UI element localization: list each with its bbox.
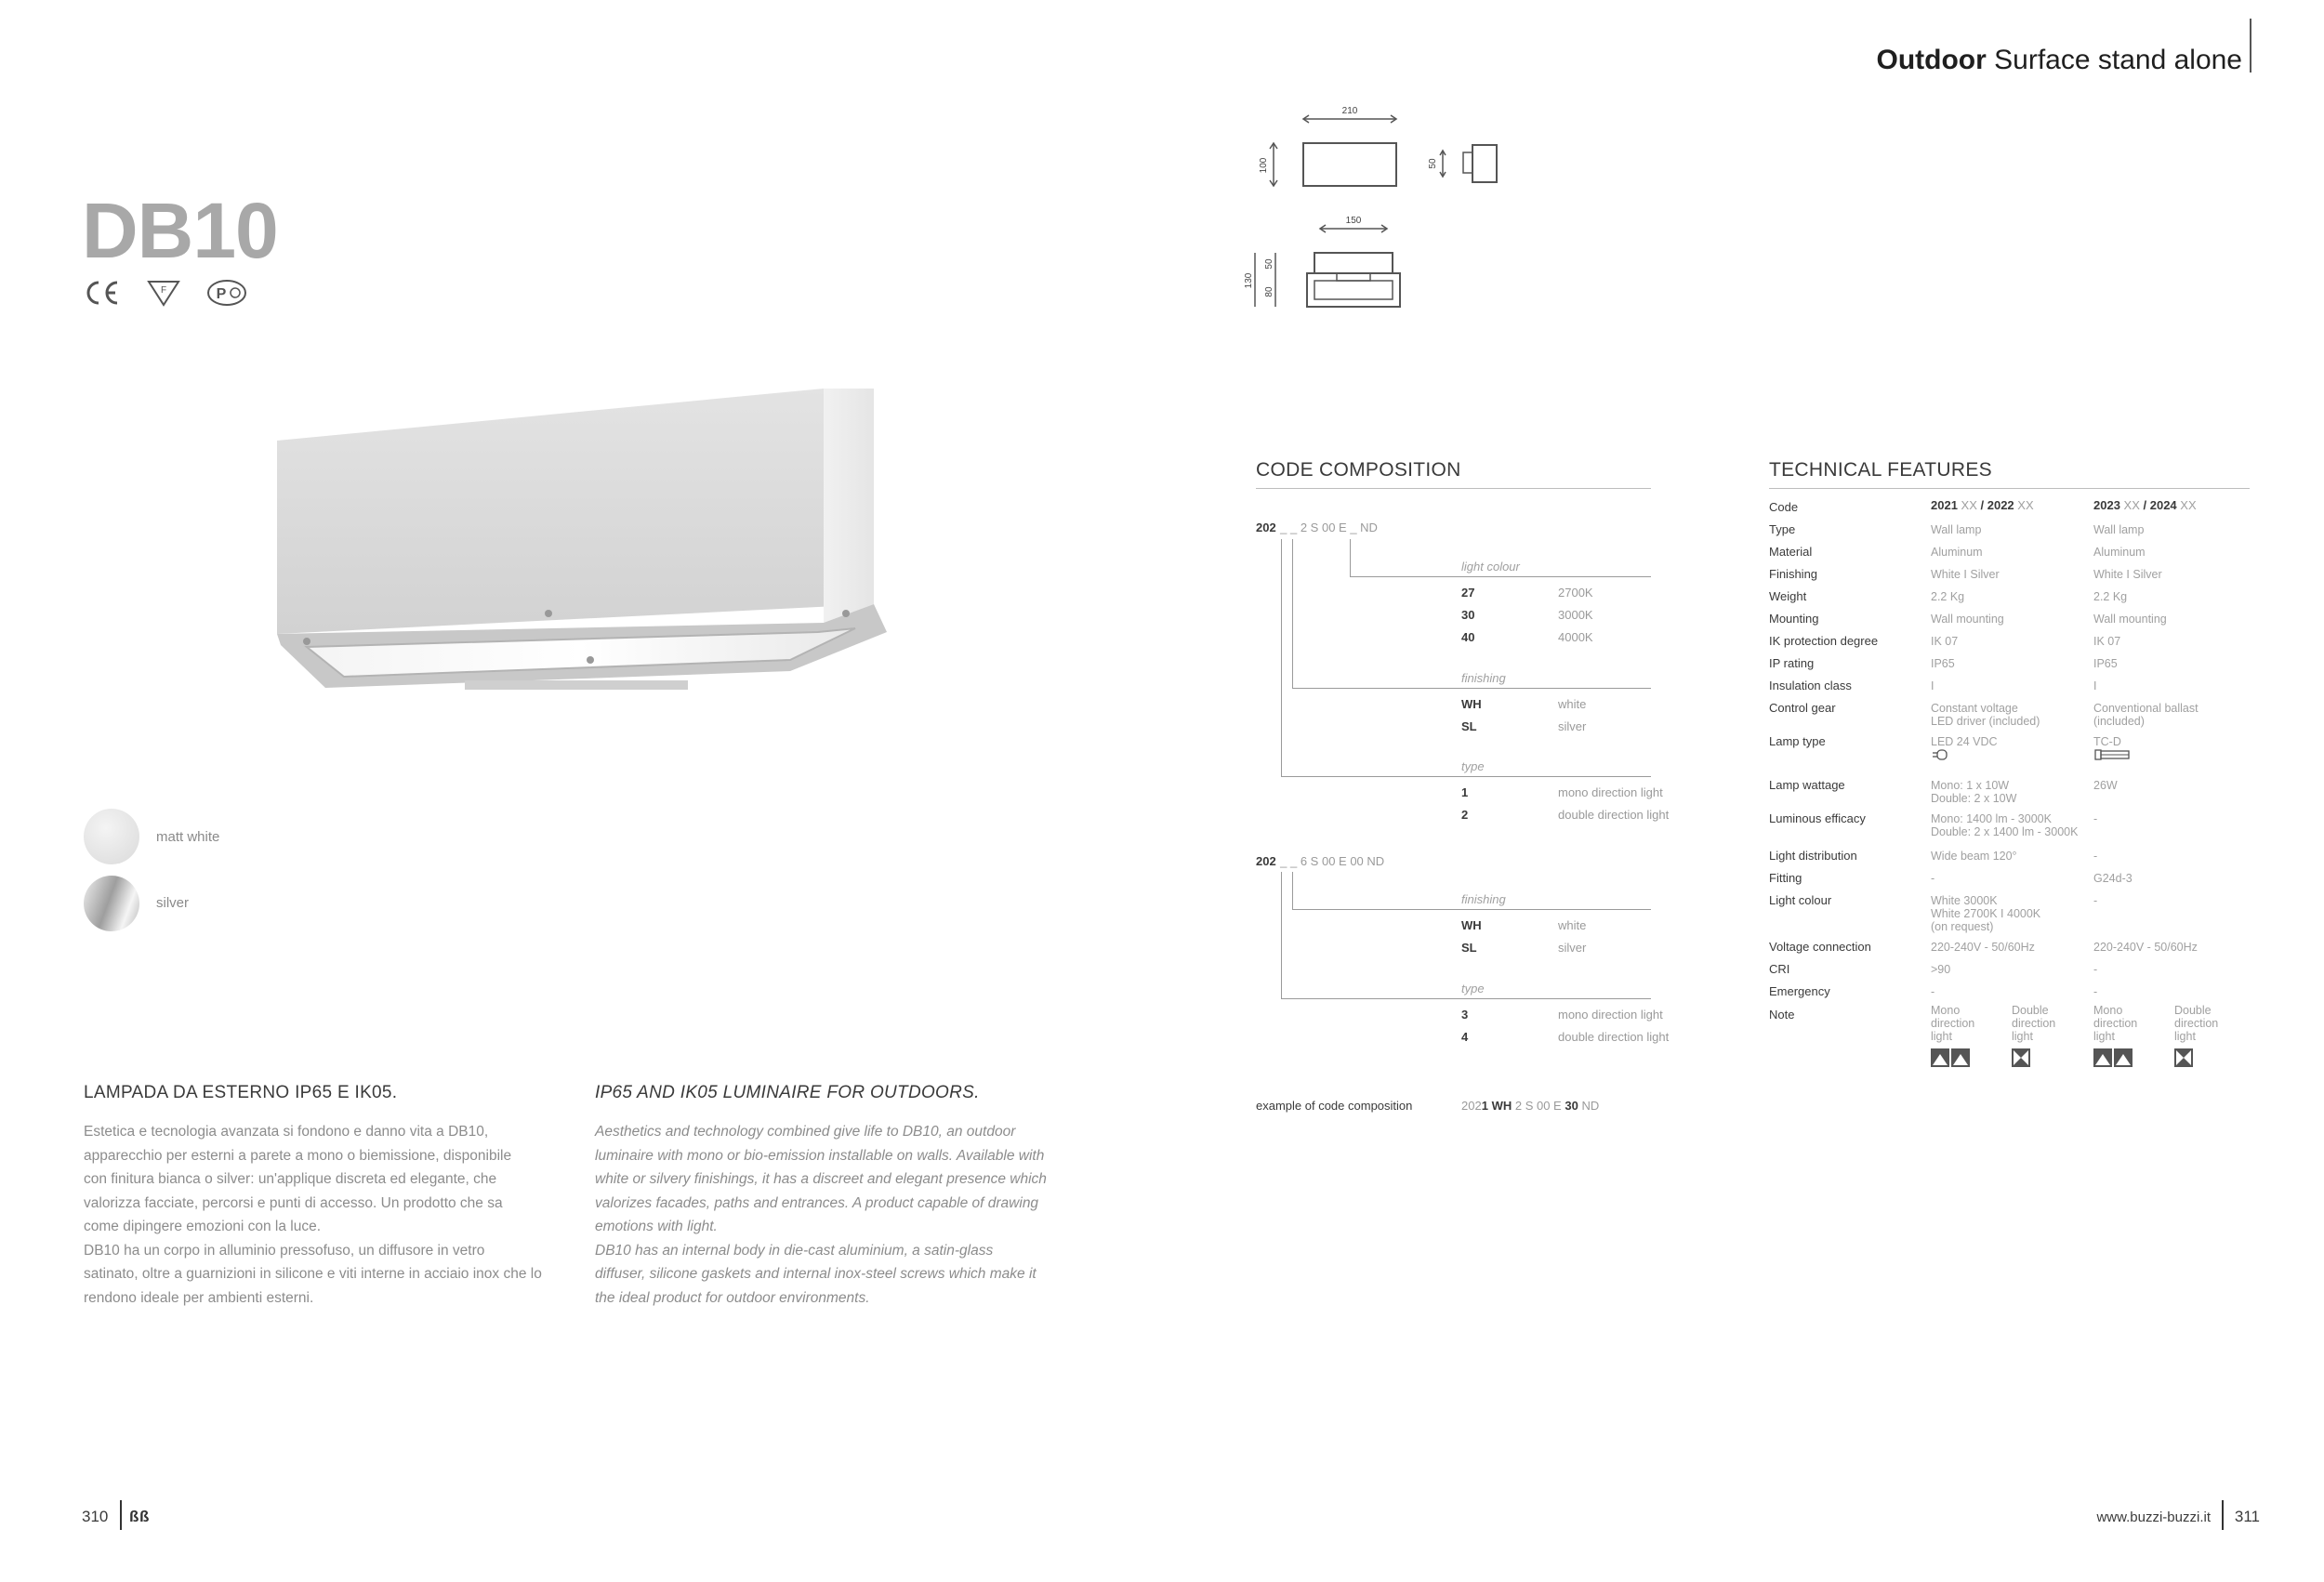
type-code: 3 xyxy=(1461,1008,1469,1022)
column-head-1: 2021 XX / 2022 XX xyxy=(1931,498,2034,512)
section-header xyxy=(1876,45,2242,76)
pct-mark-icon xyxy=(206,279,247,307)
tech-row-value: IK 07 xyxy=(2093,635,2121,648)
description-it-title: LAMPADA DA ESTERNO IP65 E IK05. xyxy=(84,1083,398,1102)
tech-row-value: G24d-3 xyxy=(2093,872,2133,885)
type-code: 2 xyxy=(1461,808,1469,822)
tech-row-value: 220-240V - 50/60Hz xyxy=(2093,941,2198,954)
tech-row-value: IP65 xyxy=(1931,657,1955,670)
tech-row-value: Wall mounting xyxy=(2093,613,2167,626)
certification-marks xyxy=(84,279,247,307)
tech-row-value: I xyxy=(2093,679,2097,692)
finishing-code: WH xyxy=(1461,918,1482,932)
code-composition-rule xyxy=(1256,488,1651,489)
tech-row-value: Mono: 1400 lm - 3000K Double: 2 x 1400 lm - 3000K xyxy=(1931,812,2079,838)
light-colour-value: 3000K xyxy=(1558,608,1593,622)
tech-row-label: Weight xyxy=(1769,589,1807,603)
tech-row-label: Code xyxy=(1769,500,1799,514)
tech-row-label: Voltage connection xyxy=(1769,940,1871,954)
finishing-code: SL xyxy=(1461,719,1477,733)
code-composition-title: CODE COMPOSITION xyxy=(1256,459,1461,481)
note-double-direction: Double direction light xyxy=(2174,1004,2219,1043)
tech-row-label: Note xyxy=(1769,1008,1795,1022)
led-lamp-icon xyxy=(1931,748,1953,761)
dim-front-width: 210 xyxy=(1341,106,1358,116)
tech-row-value: I xyxy=(1931,679,1934,692)
tech-row-value: Aluminum xyxy=(2093,546,2146,559)
tech-row-label: Lamp wattage xyxy=(1769,778,1845,792)
tech-row-label: Control gear xyxy=(1769,701,1836,715)
tech-row-value: Constant voltage LED driver (included) xyxy=(1931,702,2040,728)
website-link[interactable]: www.buzzi-buzzi.it xyxy=(2096,1509,2211,1525)
tech-row-label: Insulation class xyxy=(1769,679,1852,692)
code-pattern-1: 202 _ _ 2 S 00 E _ ND xyxy=(1256,521,1378,534)
product-title: DB10 xyxy=(82,187,278,274)
tech-row-value: Wall mounting xyxy=(1931,613,2004,626)
swatch-matt-white xyxy=(84,809,139,864)
connector-line xyxy=(1292,539,1293,688)
type-label: type xyxy=(1461,759,1485,773)
technical-features-rule xyxy=(1769,488,2250,489)
svg-text:P: P xyxy=(216,286,227,302)
finishing-code: SL xyxy=(1461,941,1477,955)
page-number-right: 311 xyxy=(2234,1508,2260,1525)
tech-row-value: 2.2 Kg xyxy=(2093,590,2128,603)
dimension-drawing xyxy=(1246,102,1552,325)
tech-row-label: IK protection degree xyxy=(1769,634,1879,648)
finishing-label: finishing xyxy=(1461,671,1506,685)
light-colour-code: 30 xyxy=(1461,608,1475,622)
light-colour-code: 40 xyxy=(1461,630,1475,644)
dim-front-height: 100 xyxy=(1259,157,1269,174)
footer-divider xyxy=(120,1500,122,1530)
tech-row-label: Finishing xyxy=(1769,567,1818,581)
tech-row-label: Fitting xyxy=(1769,871,1802,885)
category-bold: Outdoor xyxy=(1876,45,1987,75)
dim-side-depth: 50 xyxy=(1428,158,1438,169)
connector-line xyxy=(1281,872,1282,998)
example-code-label: example of code composition xyxy=(1256,1099,1413,1113)
note-mono-direction: Mono direction light xyxy=(1931,1004,1975,1043)
connector-line xyxy=(1281,998,1651,999)
connector-line xyxy=(1281,539,1282,776)
tech-row-label: Material xyxy=(1769,545,1813,559)
tech-row-label: Emergency xyxy=(1769,984,1830,998)
tech-row-value: 26W xyxy=(2093,779,2118,792)
tech-row-value: IP65 xyxy=(2093,657,2118,670)
finishing-value: silver xyxy=(1558,719,1587,733)
description-it-body: Estetica e tecnologia avanzata si fondono e danno vita a DB10, apparecchio per esterni a parete a mono o biemissione, disponibile con finitura bianca o silver: un'applique discreta ed elegante, che valorizza facciate, percorsi e punti di accesso. Un prodotto che sa come dipingere emozioni con la luce. DB10 ha un corpo in alluminio pressofuso, un diffusore in vetro satinato, oltre a guarnizioni in silicone e viti interne in acciaio inox che lo rendono ideale per ambienti esterni. xyxy=(84,1124,542,1306)
connector-line xyxy=(1292,909,1651,910)
tech-row-value: Conventional ballast (included) xyxy=(2093,702,2199,728)
tech-row-label: Luminous efficacy xyxy=(1769,811,1866,825)
light-colour-code: 27 xyxy=(1461,586,1475,600)
tech-row-value: 220-240V - 50/60Hz xyxy=(1931,941,2035,954)
double-beam-icon xyxy=(2174,1048,2195,1067)
mono-beam-icon xyxy=(2093,1048,2134,1067)
double-beam-icon xyxy=(2012,1048,2032,1067)
swatch-label-silver: silver xyxy=(156,895,190,911)
type-code: 4 xyxy=(1461,1030,1469,1044)
type-value: double direction light xyxy=(1558,808,1670,822)
tech-row-value: - xyxy=(2093,850,2098,863)
header-divider xyxy=(2250,19,2251,73)
product-photo xyxy=(270,381,902,697)
tech-row-value: White I Silver xyxy=(1931,568,2000,581)
dim-bottom-total: 130 xyxy=(1244,272,1254,289)
tech-row-value: 2.2 Kg xyxy=(1931,590,1965,603)
tech-row-value: - xyxy=(1931,985,1935,998)
tech-row-value: White 3000K White 2700K I 4000K (on request) xyxy=(1931,894,2041,933)
example-code: 2021 WH 2 S 00 E 30 ND xyxy=(1461,1099,1600,1113)
tech-row-value: - xyxy=(2093,894,2098,907)
tech-row-value: Aluminum xyxy=(1931,546,1983,559)
finishing-label: finishing xyxy=(1461,892,1506,906)
connector-line xyxy=(1350,539,1351,576)
note-double-direction: Double direction light xyxy=(2012,1004,2056,1043)
finishing-code: WH xyxy=(1461,697,1482,711)
connector-line xyxy=(1281,776,1651,777)
tech-row-value: Mono: 1 x 10W Double: 2 x 10W xyxy=(1931,779,2017,805)
dim-bottom-upper: 50 xyxy=(1264,258,1274,270)
technical-features-title: TECHNICAL FEATURES xyxy=(1769,459,1992,481)
finishing-value: white xyxy=(1558,918,1587,932)
type-value: mono direction light xyxy=(1558,1008,1663,1022)
brand-logo-icon xyxy=(129,1508,153,1524)
type-code: 1 xyxy=(1461,785,1469,799)
mono-beam-icon xyxy=(1931,1048,1972,1067)
category-rest: Surface stand alone xyxy=(1994,45,2242,75)
description-en-body: Aesthetics and technology combined give life to DB10, an outdoor luminaire with mono or bio-emission installable on walls. Available with white or silvery finishings, it has a discreet and elegant presence which valorizes facades, paths and entrances. A product capable of drawing emotions with light. DB10 has an internal body in die-cast aluminium, a satin-glass diffuser, silicone gaskets and internal inox-steel screws which make it the ideal product for outdoor environments. xyxy=(595,1124,1047,1306)
ce-mark-icon xyxy=(84,279,121,307)
page-number-left: 310 xyxy=(82,1508,109,1525)
tech-row-value: Wide beam 120° xyxy=(1931,850,2017,863)
tech-row-label: Lamp type xyxy=(1769,734,1826,748)
tech-row-value: Wall lamp xyxy=(2093,523,2145,536)
tech-row-value: - xyxy=(2093,985,2098,998)
swatch-label-matt-white: matt white xyxy=(156,829,220,845)
svg-text:ß: ß xyxy=(139,1508,150,1525)
code-pattern-2: 202 _ _ 6 S 00 E 00 ND xyxy=(1256,854,1385,868)
tech-row-label: Mounting xyxy=(1769,612,1819,626)
note-mono-direction: Mono direction light xyxy=(2093,1004,2138,1043)
finishing-value: white xyxy=(1558,697,1587,711)
tech-row-value: - xyxy=(1931,872,1935,885)
footer-divider xyxy=(2222,1500,2224,1530)
light-colour-value: 2700K xyxy=(1558,586,1593,600)
tech-row-value: IK 07 xyxy=(1931,635,1959,648)
tech-row-value: >90 xyxy=(1931,963,1951,976)
finishing-value: silver xyxy=(1558,941,1587,955)
connector-line xyxy=(1292,872,1293,909)
column-head-2: 2023 XX / 2024 XX xyxy=(2093,498,2197,512)
tech-row-value: White I Silver xyxy=(2093,568,2162,581)
svg-text:ß: ß xyxy=(129,1508,139,1525)
f-mark-icon xyxy=(147,279,180,307)
tech-row-value: - xyxy=(2093,963,2098,976)
swatch-silver xyxy=(84,876,139,931)
tech-row-label: CRI xyxy=(1769,962,1790,976)
svg-text:F: F xyxy=(160,285,167,296)
dim-bottom-width: 150 xyxy=(1345,216,1362,226)
type-value: double direction light xyxy=(1558,1030,1670,1044)
type-label: type xyxy=(1461,982,1485,995)
connector-line xyxy=(1292,688,1651,689)
light-colour-value: 4000K xyxy=(1558,630,1593,644)
dim-bottom-lower: 80 xyxy=(1264,286,1274,297)
description-en-title: IP65 AND IK05 LUMINAIRE FOR OUTDOORS. xyxy=(595,1083,980,1102)
tech-row-value: LED 24 VDC xyxy=(1931,735,1998,748)
tech-row-label: Light distribution xyxy=(1769,849,1857,863)
tech-row-value: Wall lamp xyxy=(1931,523,1982,536)
tech-row-label: Type xyxy=(1769,522,1796,536)
tech-row-value: TC-D xyxy=(2093,735,2121,748)
tech-row-label: Light colour xyxy=(1769,893,1832,907)
connector-line xyxy=(1350,576,1651,577)
light-colour-label: light colour xyxy=(1461,560,1520,573)
type-value: mono direction light xyxy=(1558,785,1663,799)
tech-row-value: - xyxy=(2093,812,2098,825)
tech-row-label: IP rating xyxy=(1769,656,1815,670)
tcd-lamp-icon xyxy=(2093,749,2131,760)
